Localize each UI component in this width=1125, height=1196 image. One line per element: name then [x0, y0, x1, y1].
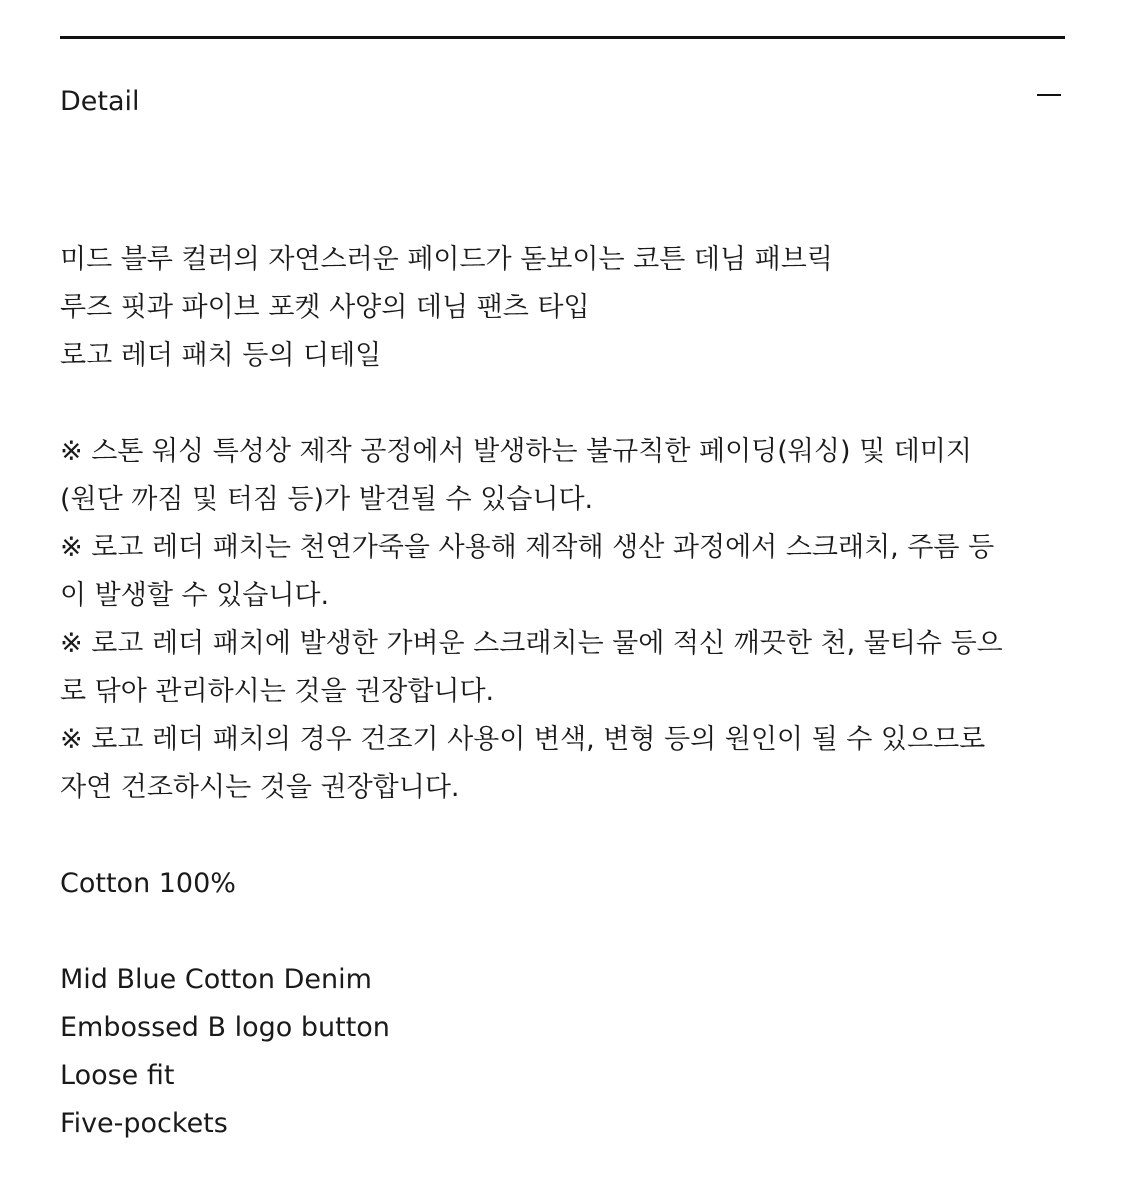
- detail-title: Detail: [60, 86, 140, 117]
- care-note-line: ※ 스톤 워싱 특성상 제작 공정에서 발생하는 불규칙한 페이딩(워싱) 및 데미지: [60, 436, 972, 467]
- features-block: [60, 956, 1065, 1148]
- feature-item: Embossed B logo button: [60, 1012, 390, 1043]
- composition-block: [60, 860, 1065, 908]
- description-block: [60, 236, 1065, 380]
- care-note-line: 이 발생할 수 있습니다.: [60, 580, 330, 611]
- care-note-line: ※ 로고 레더 패치의 경우 건조기 사용이 변색, 변형 등의 원인이 될 수 있으므로: [60, 724, 986, 755]
- care-note-line: 자연 건조하시는 것을 권장합니다.: [60, 772, 460, 803]
- description-line: 루즈 핏과 파이브 포켓 사양의 데님 팬츠 타입: [60, 292, 590, 323]
- feature-item: Loose fit: [60, 1060, 175, 1091]
- care-note-line: ※ 로고 레더 패치에 발생한 가벼운 스크래치는 물에 적신 깨끗한 천, 물티슈 등으: [60, 628, 1003, 659]
- description-line: 미드 블루 컬러의 자연스러운 페이드가 돋보이는 코튼 데님 패브릭: [60, 244, 833, 275]
- feature-item: Mid Blue Cotton Denim: [60, 964, 372, 995]
- minus-icon[interactable]: [1037, 90, 1063, 110]
- description-line: 로고 레더 패치 등의 디테일: [60, 340, 382, 371]
- care-note-line: 로 닦아 관리하시는 것을 권장합니다.: [60, 676, 495, 707]
- care-note-line: ※ 로고 레더 패치는 천연가죽을 사용해 제작해 생산 과정에서 스크래치, 주름 등: [60, 532, 995, 563]
- care-note-line: (원단 까짐 및 터짐 등)가 발견될 수 있습니다.: [60, 484, 594, 515]
- minus-icon-bar: [1037, 94, 1061, 96]
- detail-content: [60, 236, 1065, 1196]
- section-divider: [60, 36, 1065, 39]
- detail-accordion-header[interactable]: [60, 84, 1065, 124]
- composition-text: Cotton 100%: [60, 868, 236, 899]
- feature-item: Five-pockets: [60, 1108, 228, 1139]
- care-notes-block: [60, 428, 1065, 812]
